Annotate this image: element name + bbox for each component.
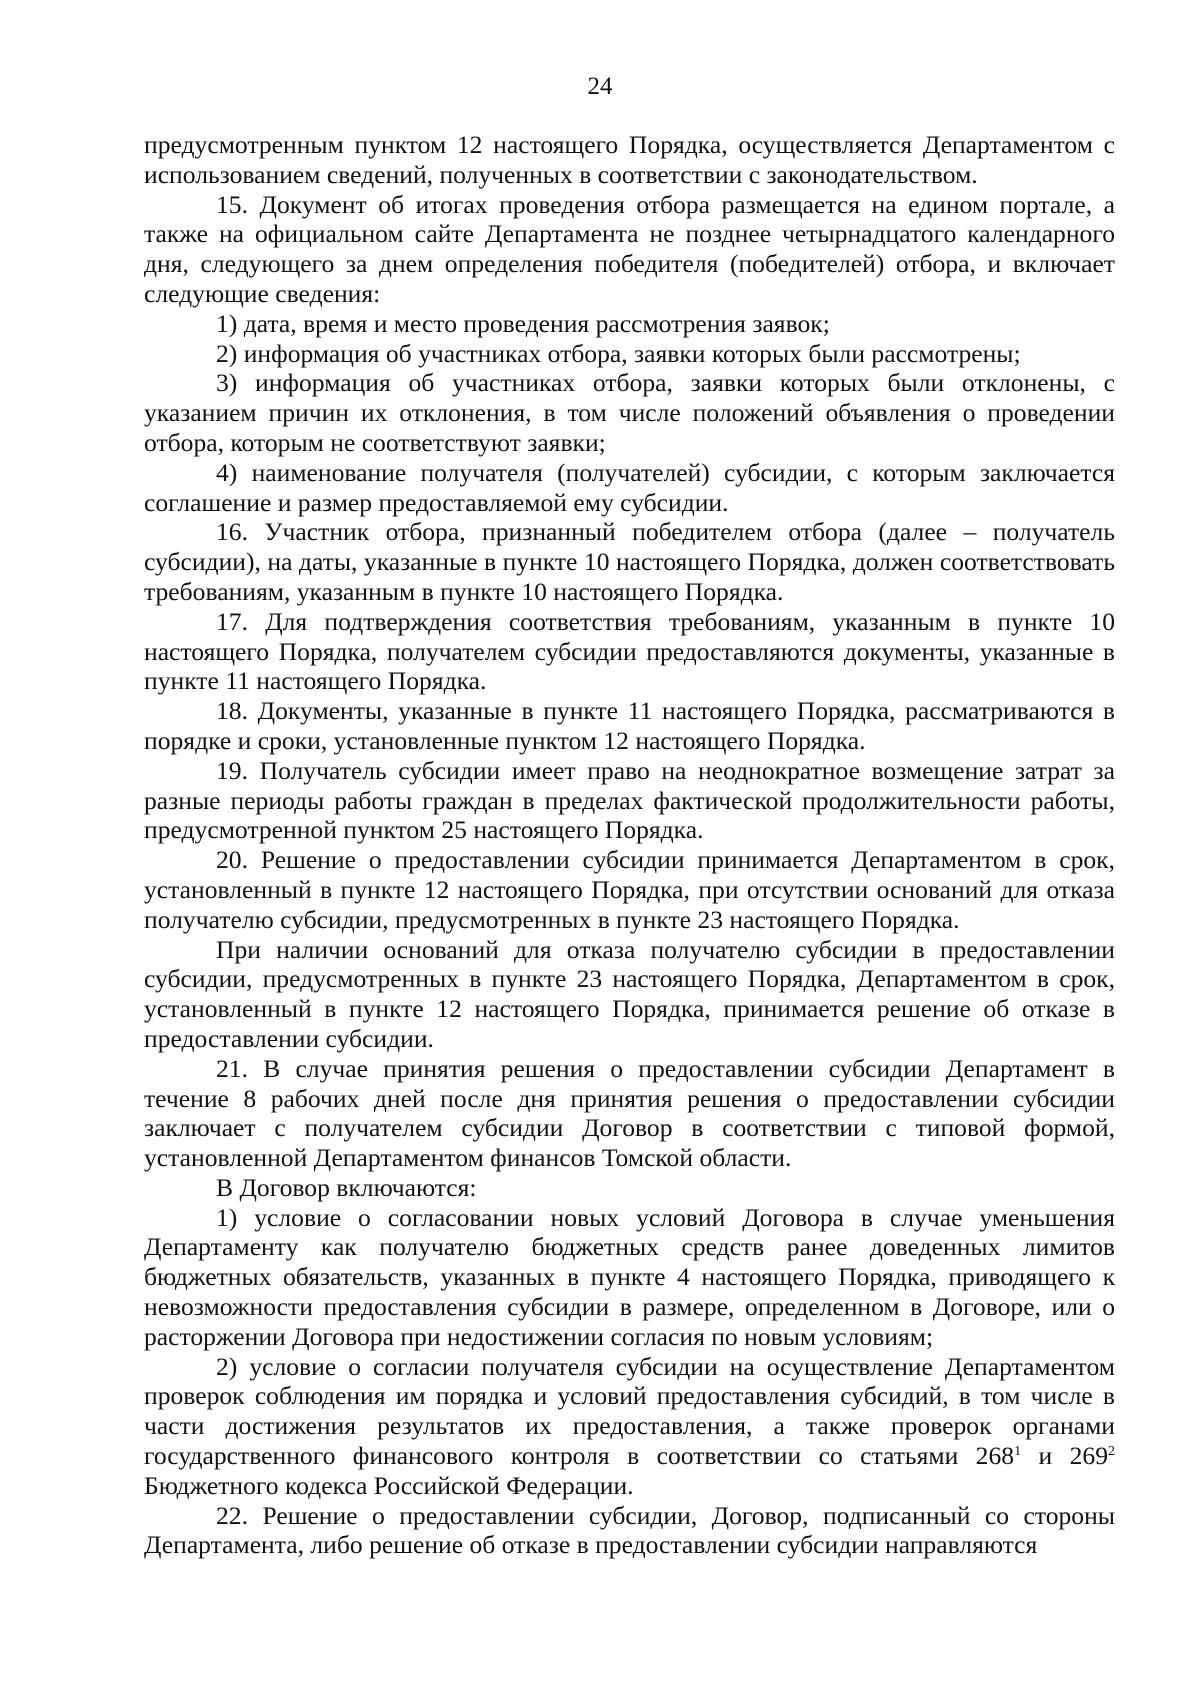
paragraph-21-item-2-text-b: и 269	[1021, 1441, 1108, 1471]
superscript-2: 2	[1108, 1444, 1115, 1460]
paragraph-21-item-2-text-c: Бюджетного кодекса Российской Федерации.	[144, 1470, 634, 1500]
paragraph-18: 18. Документы, указанные в пункте 11 настоящего Порядка, рассматриваются в порядке и сроки, установленные пунктом 12 настоящего Порядка.	[144, 696, 1115, 755]
paragraph-17: 17. Для подтверждения соответствия требованиям, указанным в пункте 10 настоящего Порядка, получателем субсидии предоставляются документы, указанные в пункте 11 настоящего Порядка.	[144, 606, 1115, 696]
paragraph-22: 22. Решение о предоставлении субсидии, Договор, подписанный со стороны Департамента, либо решение об отказе в предоставлении субсидии направляются	[144, 1500, 1115, 1560]
paragraph-21-item-2-text-a: 2) условие о согласии получателя субсидии на осуществление Департаментом проверок соблюдения им порядка и условий предоставления субсидий, в том числе в части достижения результатов их предоставления, а также проверок органами государственного финансового контроля в соответствии со статьями 268	[144, 1351, 1115, 1471]
paragraph-19: 19. Получатель субсидии имеет право на неоднократное возмещение затрат за разные периоды работы граждан в пределах фактической продолжительности работы, предусмотренной пунктом 25 настоящего Порядка.	[144, 755, 1115, 845]
paragraph-20-refusal: При наличии оснований для отказа получателю субсидии в предоставлении субсидии, предусмотренных в пункте 23 настоящего Порядка, Департаментом в срок, установленный в пункте 12 настоящего Порядка, принимается решение об отказе в предоставлении субсидии.	[144, 934, 1115, 1053]
paragraph-21-item-1: 1) условие о согласовании новых условий Договора в случае уменьшения Департаменту как получателю бюджетных средств ранее доведенных лимитов бюджетных обязательств, указанных в пункте 4 настоящего Порядка, приводящего к невозможности предоставления субсидии в размере, определенном в Договоре, или о расторжении Договора при недостижении согласия по новым условиям;	[144, 1202, 1115, 1351]
paragraph-continuation: предусмотренным пунктом 12 настоящего Порядка, осуществляется Департаментом с использованием сведений, полученных в соответствии с законодательством.	[144, 130, 1115, 189]
paragraph-20: 20. Решение о предоставлении субсидии принимается Департаментом в срок, установленный в пункте 12 настоящего Порядка, при отсутствии оснований для отказа получателю субсидии, предусмотренных в пункте 23 настоящего Порядка.	[144, 845, 1115, 934]
paragraph-16: 16. Участник отбора, признанный победителем отбора (далее – получатель субсидии), на даты, указанные в пункте 10 настоящего Порядка, должен соответствовать требованиям, указанным в пункте 10 настоящего Порядка.	[144, 517, 1115, 606]
page-number: 24	[587, 73, 613, 100]
paragraph-21: 21. В случае принятия решения о предоставлении субсидии Департамент в течение 8 рабочих дней после дня принятия решения о предоставлении субсидии заключает с получателем субсидии Договор в соответствии с типовой формой, установленной Департаментом финансов Томской области.	[144, 1053, 1115, 1173]
paragraph-21-item-2	[144, 1352, 1115, 1501]
paragraph-15-item-1: 1) дата, время и место проведения рассмотрения заявок;	[216, 308, 830, 338]
paragraph-21-contract-includes: В Договор включаются:	[216, 1172, 477, 1202]
superscript-1: 1	[1014, 1444, 1022, 1460]
paragraph-15-item-4: 4) наименование получателя (получателей) субсидии, с которым заключается соглашение и размер предоставляемой ему субсидии.	[144, 457, 1115, 517]
paragraph-15: 15. Документ об итогах проведения отбора размещается на едином портале, а также на официальном сайте Департамента не позднее четырнадцатого календарного дня, следующего за днем определения победителя (победителей) отбора, и включает следующие сведения:	[144, 189, 1115, 308]
paragraph-15-item-3: 3) информация об участниках отбора, заявки которых были отклонены, с указанием причин их отклонения, в том числе положений объявления о проведении отбора, которым не соответствуют заявки;	[144, 368, 1115, 457]
document-body	[144, 130, 1115, 1560]
paragraph-15-item-2: 2) информация об участниках отбора, заявки которых были рассмотрены;	[216, 338, 1021, 368]
